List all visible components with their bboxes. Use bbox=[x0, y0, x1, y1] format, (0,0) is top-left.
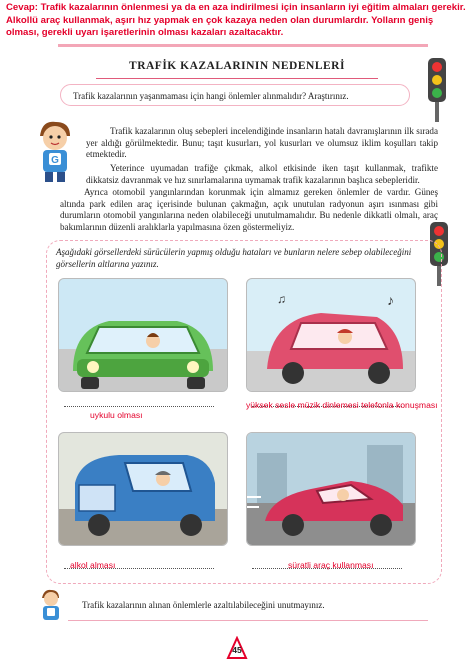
page-title: TRAFİK KAZALARININ NEDENLERİ bbox=[129, 60, 345, 72]
boy-character-icon bbox=[32, 118, 78, 184]
page-number bbox=[226, 636, 248, 662]
answer-line-1 bbox=[64, 406, 214, 407]
paragraph-1: Trafik kazalarının oluş sebepleri incelendiğinde insanların hatalı davranışlarının ilk sırada yer aldığı görülmektedir. Bunu; taşıt kusurları, yol kusurları ve olumsuz iklim koşulları takip etmektedir. bbox=[86, 126, 438, 160]
picture-sleepy-driver bbox=[58, 278, 228, 392]
small-boy-icon bbox=[38, 588, 64, 624]
top-divider bbox=[58, 44, 428, 47]
answer-text: Cevap: Trafik kazalarının önlenmesi ya da en aza indirilmesi için insanların iyi eğitim almaları gerekir. Alkollü araç kullanmak, aşırı hız yapmak en çok kazaya neden olan durumlardır. Yolların geniş olması, gerekli uyarı işaretlerinin olması kazaları azaltacaktır. bbox=[6, 2, 466, 38]
badge-letter: G bbox=[51, 155, 59, 166]
svg-text:♫: ♫ bbox=[277, 292, 286, 306]
answer-3: alkol alması bbox=[70, 560, 116, 570]
title-underline bbox=[96, 78, 378, 79]
bottom-note: Trafik kazalarının alınan önlemlerle azaltılabileceğini unutmayınız. bbox=[82, 600, 325, 610]
question-text: Trafik kazalarının yaşanmaması için hangi önlemler alınmalıdır? Araştırınız. bbox=[73, 91, 349, 101]
activity-instruction: Aşağıdaki görsellerdeki sürücülerin yapmış olduğu hataları ve bunların nelere sebep olabileceğini görsellerin altlarına yazınız. bbox=[56, 247, 412, 269]
picture-speeding-driver bbox=[246, 432, 416, 546]
paragraph-2: Yeterince uyumadan trafiğe çıkmak, alkol etkisinde iken taşıt kullanmak, trafikte dikkatsiz davranmak ve hız sınırlamalarına uymamak trafik kazalarının başlıca sebepleridir. bbox=[86, 163, 438, 185]
question-box bbox=[60, 84, 410, 106]
answer-1: uykulu olması bbox=[90, 410, 143, 420]
paragraph-3: Ayrıca otomobil yangınlarından korunmak için almamız gereken önlemler de vardır. Güneş altında park edilen araç içerisinde bulunan çakmağın, açık unutulan radyonun aşırı ısınması gibi durumların otomobil yangınlarına neden olabileceği unutulmamalıdır. Bu nedenle dikkatli olmalı, araç bakımlarının düzenli aralıklarla yapılmasına özen göstermeliyiz. bbox=[60, 187, 438, 233]
answer-2: yüksek sesle müzik dinlemesi telefonla konuşması bbox=[246, 400, 438, 410]
page-number-text: 45 bbox=[232, 645, 242, 655]
picture-loud-music-driver bbox=[246, 278, 416, 392]
svg-text:♪: ♪ bbox=[387, 294, 394, 309]
bottom-divider bbox=[68, 620, 428, 621]
picture-drunk-driver bbox=[58, 432, 228, 546]
answer-4: süratli araç kullanması bbox=[288, 560, 374, 570]
